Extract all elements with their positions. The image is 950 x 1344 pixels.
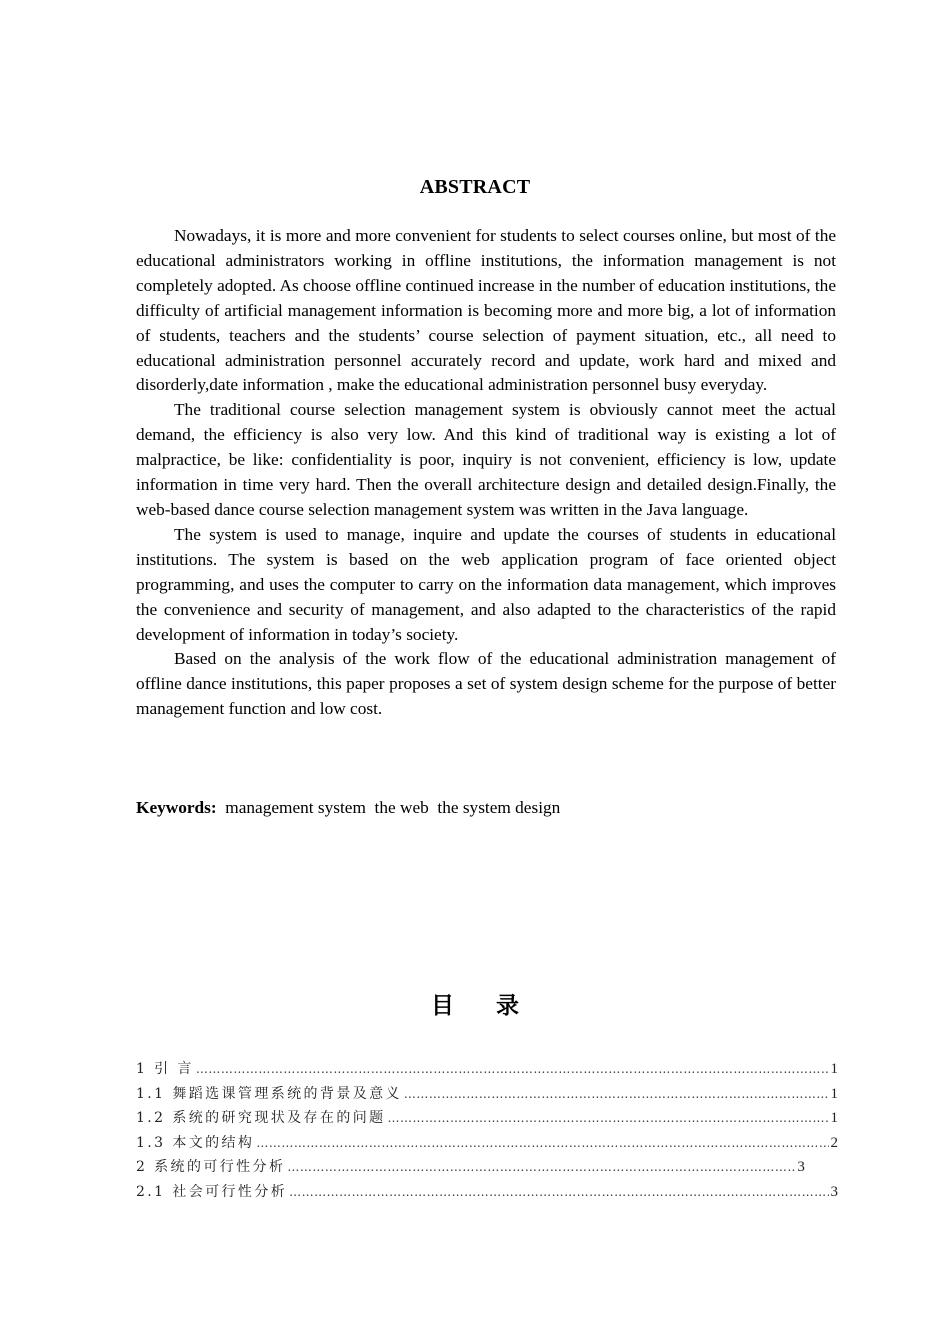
abstract-paragraph-1: Nowadays, it is more and more convenient for students to select courses online, but most of the educational administrators working in offline institutions, the information management is not completely adopted. As choose offline continued increase in the number of education institutions, the difficulty of artificial management information is becoming more and more big, a lot of information of students, teachers and the students’ course selection of payment situation, etc., all need to educational administration personnel accurately record and update, work hard and mixed and disorderly,date information , make the educational administration personnel busy everyday. [136, 226, 836, 395]
toc-entry[interactable] [136, 1155, 826, 1180]
toc-title-part2: 录 [496, 993, 519, 1019]
toc-dot-leader [289, 1180, 828, 1205]
toc-entry-label: 1.2 系统的研究现状及存在的问题 [136, 1110, 386, 1127]
toc-entry-page: 3 [830, 1183, 838, 1200]
abstract-paragraph-3: The system is used to manage, inquire and update the courses of students in educational institutions. The system is based on the web application program of face oriented object programming, and uses the computer to carry on the information data management, which improves the convenience and security of management, and also adapted to the characteristics of the rapid development of information in today’s society. [136, 524, 836, 644]
toc-entry[interactable] [136, 1106, 838, 1131]
keywords-label: Keywords: [136, 798, 217, 817]
keywords-line [136, 796, 836, 821]
toc-entry-label: 1.3 本文的结构 [136, 1134, 255, 1151]
toc-dot-leader [404, 1082, 829, 1107]
toc-entry-label: 2 系统的可行性分析 [136, 1159, 286, 1176]
toc-title-part1: 目 [431, 993, 454, 1019]
toc-entry-page: 3 [797, 1159, 805, 1176]
toc-entry[interactable] [136, 1057, 838, 1082]
toc-entry-label: 2.1 社会可行性分析 [136, 1183, 288, 1200]
toc-entry[interactable] [136, 1082, 838, 1107]
toc-entry-label: 1.1 舞蹈选课管理系统的背景及意义 [136, 1085, 402, 1102]
table-of-contents [136, 1057, 838, 1205]
toc-entry[interactable] [136, 1180, 838, 1205]
toc-entry-page: 1 [830, 1085, 838, 1102]
toc-dot-leader [287, 1155, 795, 1180]
toc-entry-page: 1 [830, 1061, 838, 1077]
abstract-title: ABSTRACT [419, 176, 531, 198]
toc-entry[interactable] [136, 1131, 838, 1156]
toc-entry-page: 2 [830, 1134, 838, 1151]
toc-dot-leader [256, 1131, 828, 1156]
toc-dot-leader [388, 1106, 829, 1131]
toc-entry-page: 1 [830, 1110, 838, 1127]
keywords-value: management system the web the system design [216, 798, 561, 817]
toc-entry-label: 1 引 言 [136, 1061, 194, 1077]
toc-title [0, 990, 950, 1022]
abstract-paragraph-4: Based on the analysis of the work flow of the educational administration management of offline dance institutions, this paper proposes a set of system design scheme for the purpose of better management function and low cost. [136, 649, 836, 719]
abstract-paragraph-2: The traditional course selection management system is obviously cannot meet the actual demand, the efficiency is also very low. And this kind of traditional way is existing a lot of malpractice, be like: confidentiality is poor, inquiry is not convenient, efficiency is low, update information in time very hard. Then the overall architecture design and detailed design.Finally, the web-based dance course selection management system was written in the Java language. [136, 400, 836, 519]
toc-dot-leader [196, 1057, 829, 1082]
abstract-body [136, 224, 836, 722]
